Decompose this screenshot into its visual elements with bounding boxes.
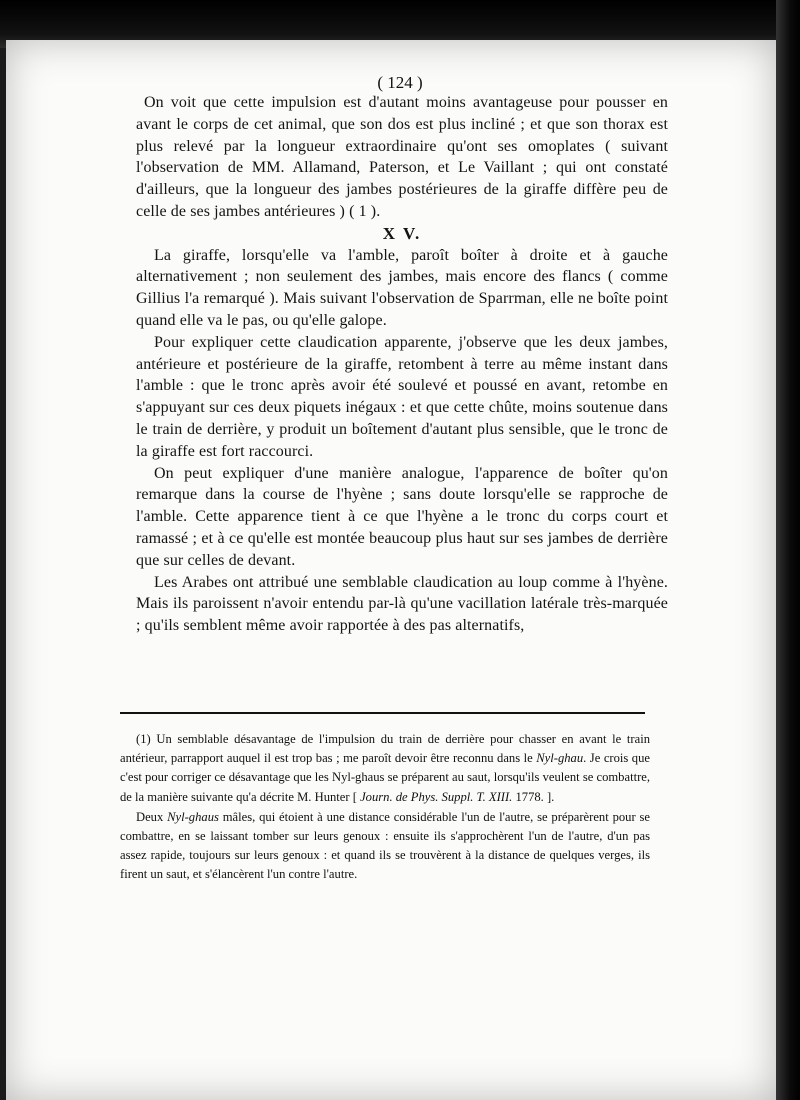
paragraph-1: On voit que cette impulsion est d'autant moins avantageuse pour pousser en avant le corps de cet animal, que son dos est plus incliné ; et que son thorax est plus relevé par la longueur extraordinaire qu'ont ses omoplates ( suivant l'observation de MM. Allamand, Paterson, et Le Vaillant ; qui ont constaté d'ailleurs, que la longueur des jambes postérieures de la giraffe diffère peu de celle de ses jambes antérieures ) ( 1 ). [136,94,668,220]
section-paragraph-1: La giraffe, lorsqu'elle va l'amble, paroît boîter à droite et à gauche alternativement ; non seulement des jambes, mais encore des flancs ( comme Gillius l'a remarqué ). Mais suivant l'observation de Sparrman, elle ne boîte point quand elle va le pas, ou qu'elle galope. [136,246,668,329]
section-paragraph-2: Pour expliquer cette claudication apparente, j'observe que les deux jambes, antérieure et postérieure de la giraffe, retombent à terre au même instant dans l'amble : que le tronc après avoir été soulevé et poussé en avant, retombe en s'appuyant sur ces deux piquets inégaux : et que cette chûte, moins soutenue dans le train de derrière, y produit un boîtement d'autant plus sensible, que le tronc de la giraffe est fort raccourci. [136,333,668,460]
footnote-1-text-2: . Je crois que c'est pour corriger ce désavantage que les Nyl-ghaus se préparent au saut, lorsqu'ils veulent se combattre, de la manière suivante qu'a décrite M. Hunter [ [120,751,650,804]
footnote-2-text-2: mâles, qui étoient à une distance considérable l'un de l'autre, se préparèrent pour se combattre, en se laissant tomber sur leurs genoux : ensuite ils s'approchèrent l'un de l'autre, d'un pas assez rapide, toujours sur leurs genoux : et quand ils se trouvèrent à la distance de quelques verges, ils firent un saut, et s'élancèrent l'un contre l'autre. [120,809,650,882]
section-paragraph-4: Les Arabes ont attribué une semblable claudication au loup comme à l'hyène. Mais ils paroissent n'avoir entendu par-là qu'une vacillation latérale très-marquée ; qu'ils semblent même avoir rapportée à des pas alternatifs, [136,573,668,635]
footnote-1-term: Nyl-ghau [536,751,584,766]
main-text [136,92,668,637]
footnote-rule [120,712,645,714]
scan-border-right [776,0,800,1100]
footnote-1-reference: Journ. de Phys. Suppl. T. XIII. [360,789,513,804]
section-heading: X V. [382,223,422,243]
footnote-1-continued [120,808,650,885]
footnote-1-text: (1) Un semblable désavantage de l'impulsion du train de derrière pour chasser en avant le train antérieur, parrapport auquel il est trop bas ; me paroît devoir être reconnu dans le [120,732,650,766]
footnote-2-term: Nyl-ghaus [167,809,219,824]
section-paragraph-3: On peut expliquer d'une manière analogue, l'apparence de boîter qu'on remarque dans la course de l'hyène ; sans doute lorsqu'elle se rapproche de l'amble. Cette apparence tient à ce que l'hyène a le tronc du corps court et ramassé ; et à ce qu'elle est montée beaucoup plus haut sur ses jambes de derrière que sur celles de devant. [136,464,668,569]
footnote-1-text-3: 1778. ]. [512,789,555,804]
footnote-2-text: Deux [136,809,168,824]
page-number: ( 124 ) [377,73,423,92]
footnotes [120,730,650,885]
footnote-1 [120,730,650,807]
